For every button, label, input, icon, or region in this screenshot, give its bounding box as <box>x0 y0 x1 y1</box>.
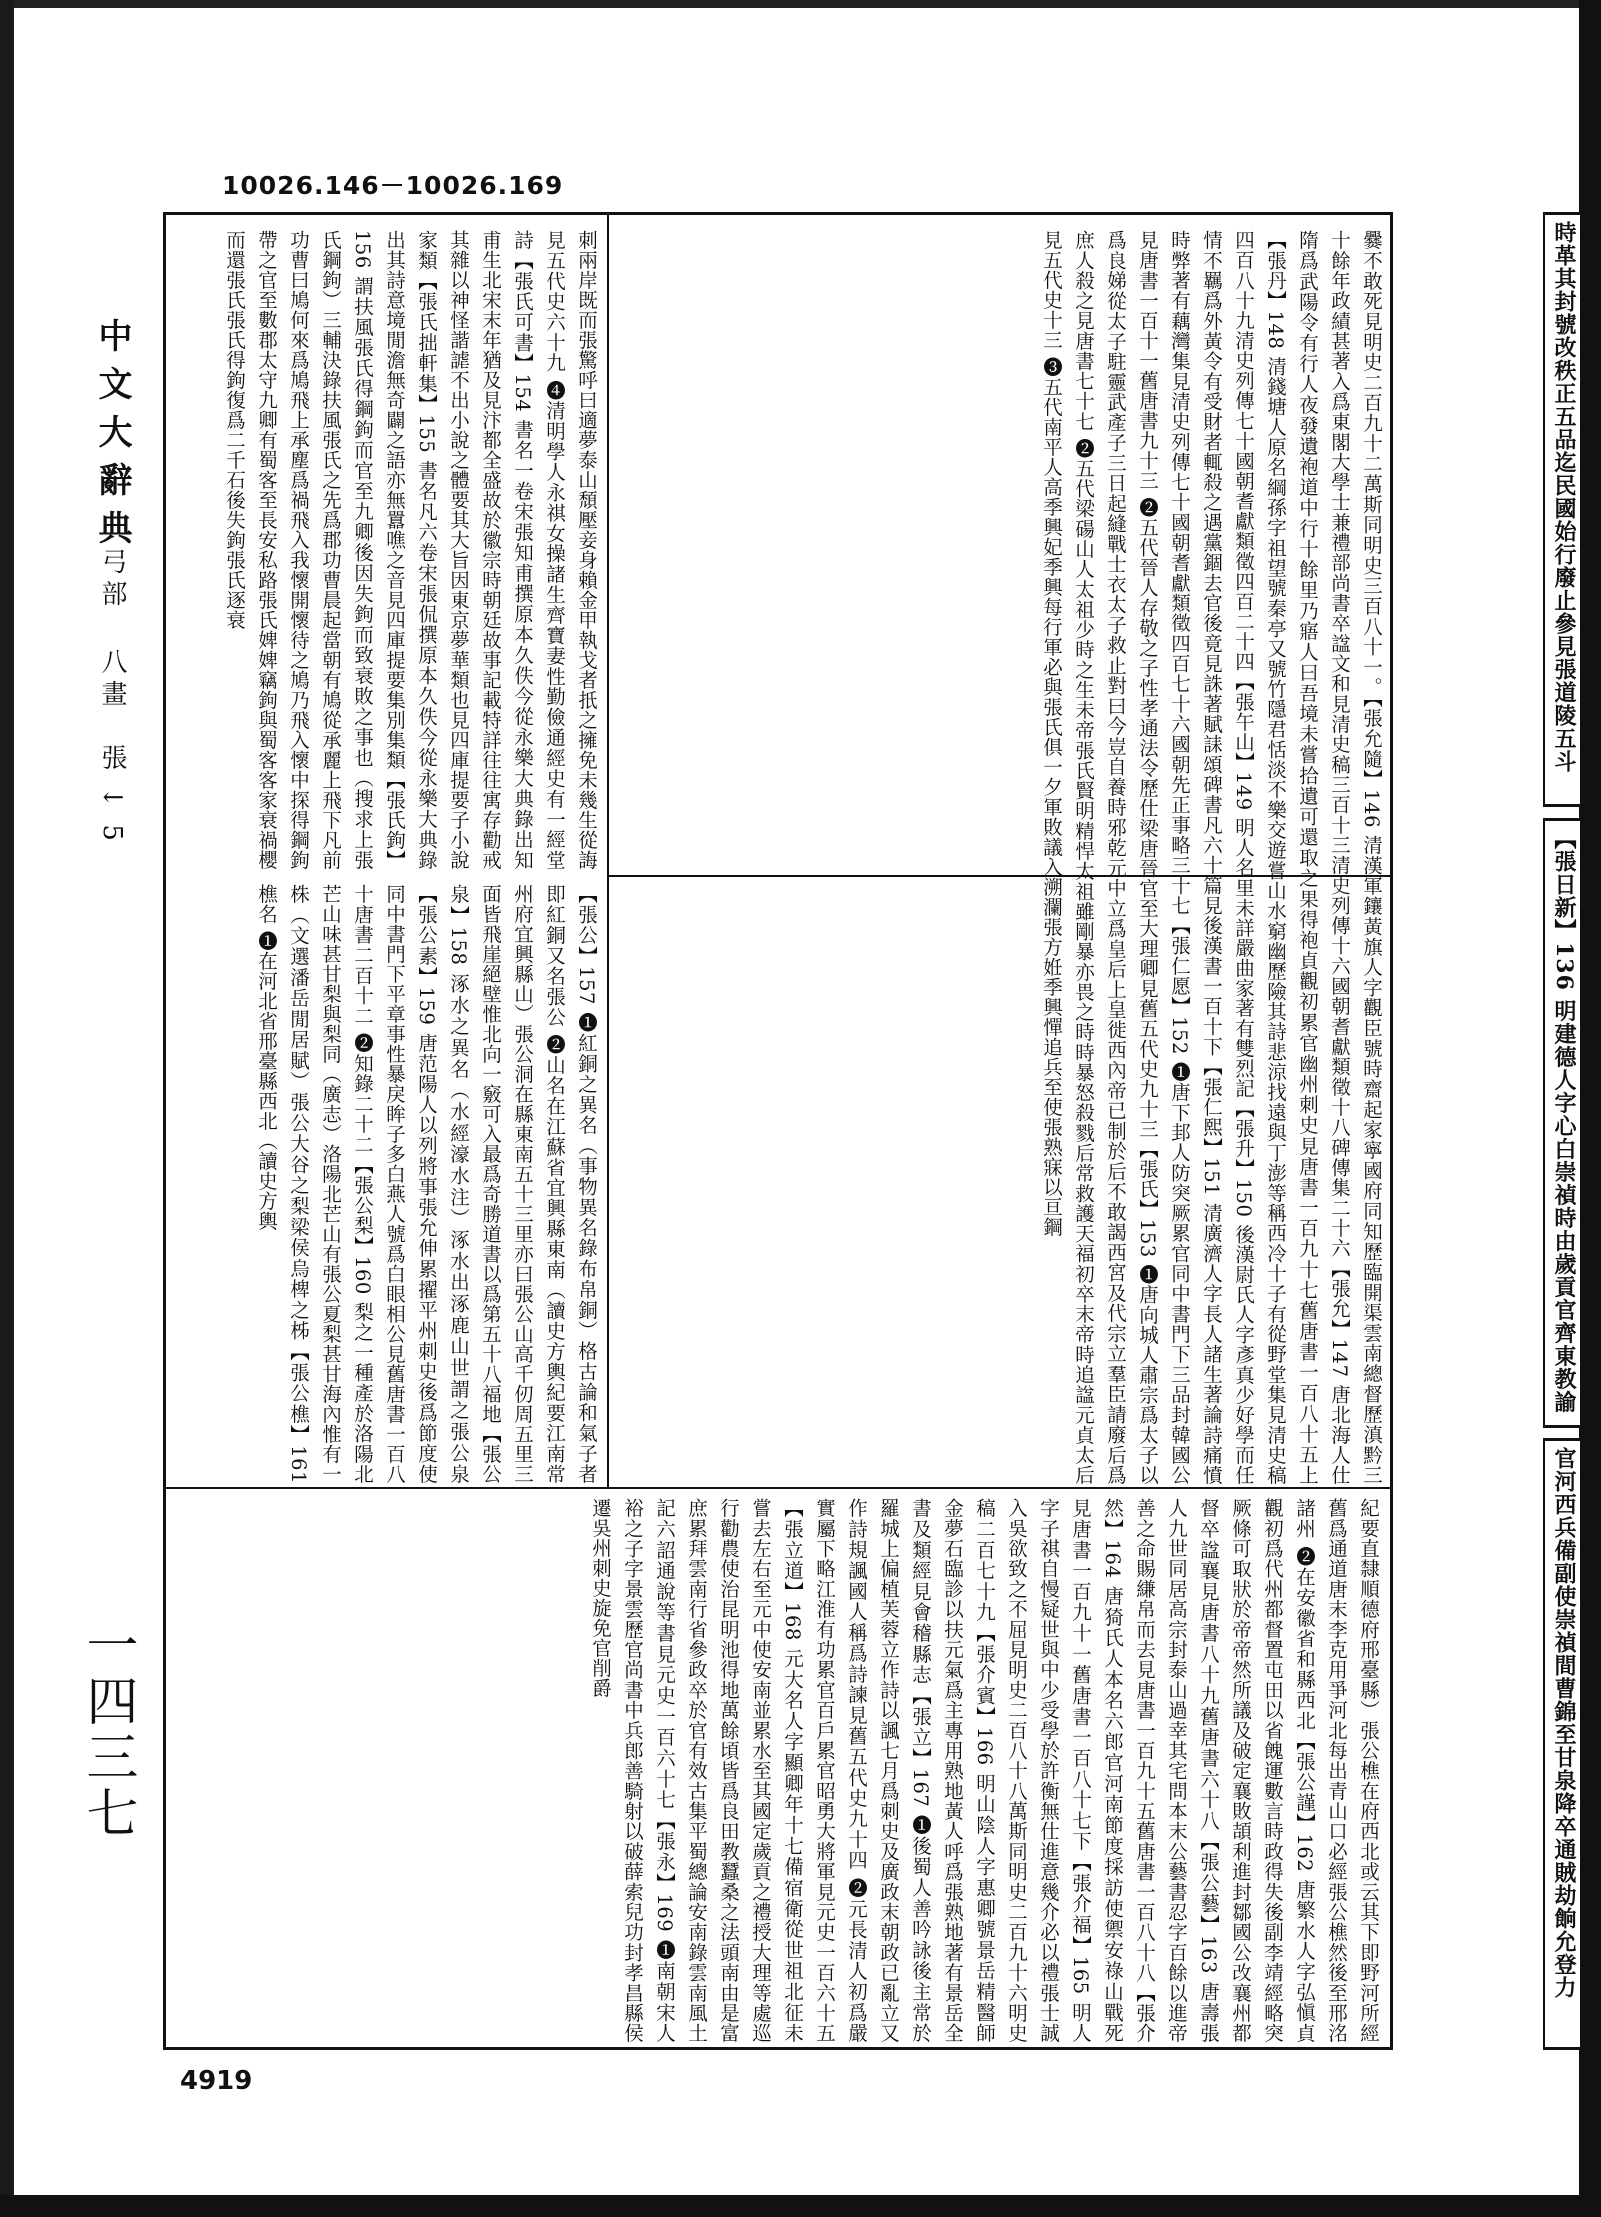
adjacent-page-strip-1 <box>1543 212 1583 807</box>
text-block-bottom: 紀要直隸順德府邢臺縣）張公樵在府西北或云其下即野河所經舊爲通道唐末李克用爭河北每出青山口必經張公樵然後至邢洺諸州 ❷在安徽省和縣西北【張公謹】162 唐繁水人字弘愼貞觀初爲代州都督置屯田以省餽運數言時政得失後副李靖經略突厥條可取狀於帝帝然所議及破定襄敗頡利進封鄒國公改襄州都督卒諡襄見唐書八十九舊唐書六十八【張公藝】163 唐壽張人九世同居高宗封泰山過幸其宅問本末公藝書忍字百餘以進帝善之命賜縑帛而去見唐書一百九十五舊唐書一百八十八【張介然】164 唐猗氏人本名六郎官河南節度採訪使禦安祿山戰死見唐書一百九十一舊唐書一百八十七下【張介福】165 明人字子祺自慢疑世與中少受學於許衡無仕進意幾介必以禮張士誠入吳欲致之不屈見明史二百八十八萬斯同明史二百九十六明史稿二百七十九【張介賓】166 明山陰人字惠卿號景岳精醫師金夢石臨診以扶元氣爲主專用熟地黃人呼爲張熟地著有景岳全書及類經見會稽縣志【張立】167 ❶後蜀人善吟詠後主常於羅城上偏植芙蓉立作詩以諷七月爲刺史及廣政末朝政已亂立又作詩規諷國人稱爲詩諫見舊五代史九十四 ❷元長清人初爲嚴實屬下略江淮有功累官百戶累官昭勇大將軍見元史一百六十五【張立道】168 元大名人字顯卿年十七備宿衛從世祖北征未嘗去左右至元中使安南並累水至其國定歲貢之禮授大理等處巡行勸農使治昆明池得地萬餘頃皆爲良田教蠶桑之法頭南由是富庶累拜雲南行省參政卒於官有效古集平蜀總論安南錄雲南風土記六詔通說等書見元史一百六十七【張永】169 ❶南朝宋人裕之子字景雲歷官尚書中兵郎善騎射以破薛索兒功封孝昌縣侯遷吳州刺史旋免官削爵 <box>589 1498 1380 2043</box>
char-range: 張 ↓ 5 <box>97 744 127 845</box>
adjacent-strip-text: 【張日新】136 明建德人字心白崇禎時由歲貢官齊東教諭 <box>1551 827 1577 1414</box>
radical-section: 弓部 <box>97 548 127 612</box>
outer-page-number: 一四三七 <box>77 1618 137 1842</box>
column-divider <box>607 215 609 1487</box>
adjacent-page-strip-2 <box>1543 818 1583 1428</box>
adjacent-page-strip-3 <box>1543 1438 1583 2050</box>
text-block-middle-middle: 【張公】157 ❶紅銅之異名（事物異名錄布帛銅）格古論和氣子者即紅銅又名張公 ❷山名在江蘇省宜興縣東南（讀史方輿紀要江南常州府宜興縣山）張公洞在縣東南五十三里亦曰張公山高千仞周五里三面皆飛崖絕壁惟北向一竅可入最爲奇勝道書以爲第五十八福地【張公泉】158 涿水之異名（水經濠水注）涿水出涿鹿山世謂之張公泉【張公素】159 唐范陽人以列將事張允伸累擢平州刺史後爲節度使同中書門下平章事性暴戾眸子多白燕人號爲白眼相公見舊唐書一百八十唐書二百十二 ❷知錄二十二【張公梨】160 梨之一種產於洛陽北芒山味甚甘梨與梨同（廣志）洛陽北芒山有張公夏梨甚甘海內惟有一株（文選潘岳閒居賦）張公大谷之梨梁侯烏椑之柹【張公樵】161 樵名 ❶在河北省邢臺縣西北（讀史方輿 <box>255 884 598 1484</box>
stroke-section: 八畫 <box>97 648 127 712</box>
text-block-top-right: 爨不敢死見明史二百九十二萬斯同明史三百八十一。【張允隨】146 清漢軍鑲黃旗人字觀臣號時齋起家寧國府同知歷臨開渠雲南總督歷滇黔三十餘年政績甚著入爲東閣大學士兼禮部尚書卒諡文和見清史稿三百十三清史列傳十六國朝耆獻類徵十八碑傳集二十六【張允】147 唐北海人仕隋爲武陽令有行人夜發遺袍道中行十餘里乃寤人曰吾境未嘗拾遺可還取之果得袍貞觀初累官幽州刺史見唐書一百九十七舊唐書一百八十五上【張丹】148 清錢塘人原名綱孫字祖望號秦亭又號竹隱君恬淡不樂交遊嘗山水窮幽歷險其詩悲涼找遠與丁澎等稱西冷十子有從野堂集見清史稿四百八十九清史列傳七十國朝耆獻類徵四百二十四【張午山】149 明人名里未詳嚴曲家著有雙烈記【張升】150 後漢尉氏人字彥真少好學而任情不羈爲外黃令有受財者輒殺之遇黨錮去官後竟見誅著賦誄頌碑書凡六十篇見後漢書一百十下【張仁熙】151 清廣濟人字長人諸生著論詩痛憤時弊著有藕灣集見清史列傳七十國朝耆獻類徵四百七十六國朝先正事略三十七【張仁愿】152 ❶唐下邽人防突厥累官同中書門下三品封韓國公見唐書一百十一舊唐書九十三 ❷五代晉人存敬之子性孝通法令歷仕梁唐晉官至大理卿見舊五代史九十三【張氏】153 ❶唐向城人肅宗爲太子以爲良娣從太子駐靈武產子三日起縫戰士衣太子救止對曰今豈自養時邪乾元中立爲皇后上皇徙西內帝已制於后不敢謁西宮及代宗立羣臣請廢后爲庶人殺之見唐書七十七 ❷五代梁碭山人太祖少時之生未帝張氏賢明精悍太祖雖剛暴亦畏之時時暴怒殺戮后常救護天福初卒末帝時追諡元貞太后見五代史十三 ❸五代南平人高季興妃季興每行軍必與張氏俱一夕軍敗議入溯瀾張方姙季興憚追兵至使張熟寐以亘鋼 <box>1040 230 1383 1485</box>
text-block-top-middle: 刺兩岸既而張驚呼曰適夢泰山頹壓妾身賴金甲執戈者扺之擁免未幾生從誨見五代史六十九 ❹清明學人永祺女操諸生齊寶妻性勤儉通經史有一經堂詩【張氏可書】154 書名一卷宋張知甫撰原本久佚今從永樂大典錄出知甫生北宋末年猶及見汴都全盛故於徽宗時朝廷故事記載特詳往往寓存勸戒其雜以神怪諧謔不出小說之體要其大旨因東京夢華類也見四庫提要子小說家類【張氏拙軒集】155 書名凡六卷宋張侃撰原本久佚今從永樂大典錄出其詩意境閒澹無奇闢之語亦無囂噍之音見四庫提要集別集類【張氏鉤】156 謂扶風張氏得鋼鉤而官至九卿後因失鉤而致衰敗之事也（搜求上張氏鋼鉤）三輔決錄扶風張氏之先爲郡功曹晨起當朝有鳩從承麗上飛下凡前功曹曰鳩何來爲鳩飛上承塵爲禍飛入我懷開懷待之鳩乃飛入懷中探得鋼鉤帶之官至數郡太守九卿有蜀客至長安私路張氏婢婢竊鉤與蜀客客家衰禍櫻而還張氏張氏得鉤復爲二千石後失鉤張氏逐衰 <box>223 230 598 870</box>
scan-edge-left <box>0 0 14 2217</box>
page-number: 4919 <box>180 2066 253 2096</box>
adjacent-strip-text: 官河西兵備副使崇禎間曹錦至甘泉降卒通賊劫餉允登力 <box>1551 1447 1577 1999</box>
scan-edge-bottom <box>0 2195 1601 2217</box>
adjacent-strip-text: 時革其封號改秩正五品迄民國始行廢止參見張道陵五斗 <box>1551 221 1577 773</box>
dictionary-title: 中文大辭典 <box>92 318 132 558</box>
scan-edge-top <box>0 0 1601 8</box>
row-divider <box>166 1487 1390 1489</box>
entry-range-header: 10026.146－10026.169 <box>222 171 564 200</box>
